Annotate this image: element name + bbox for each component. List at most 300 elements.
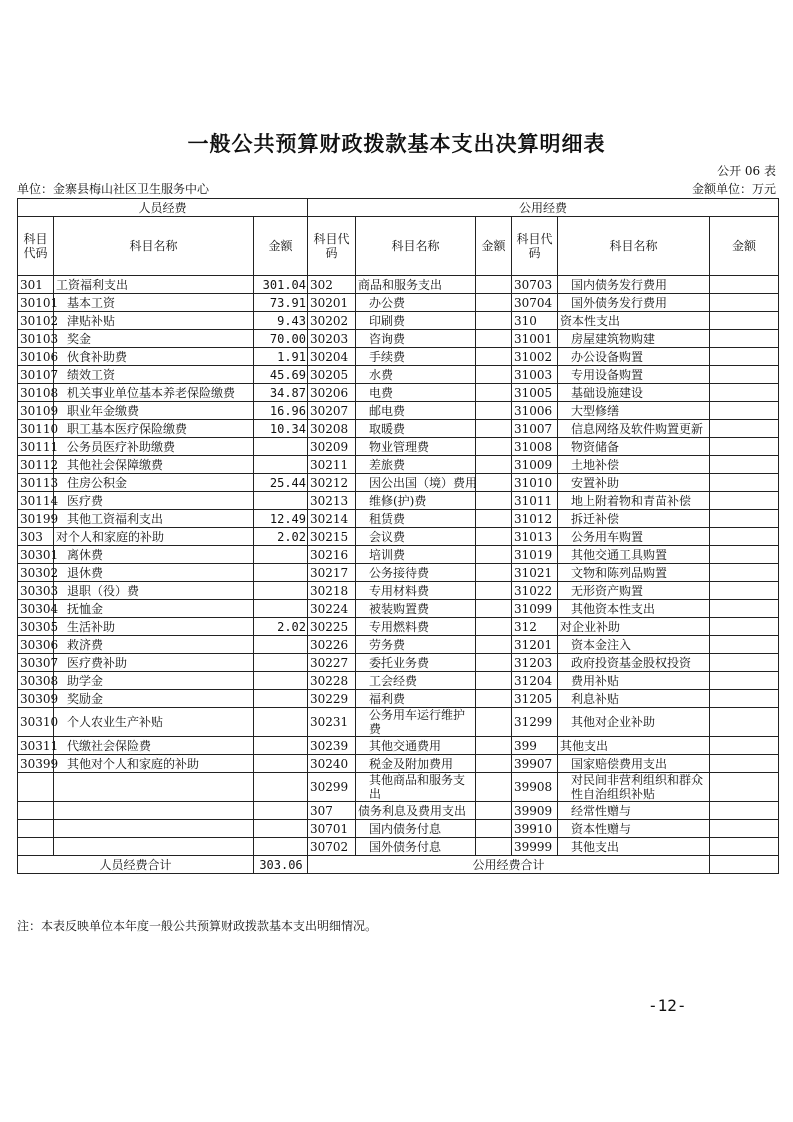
cell-code: 30213	[308, 492, 356, 510]
cell-amount	[476, 737, 512, 755]
cell-code: 30703	[512, 276, 558, 294]
cell-name	[54, 802, 254, 820]
cell-name	[54, 820, 254, 838]
cell-code: 30215	[308, 528, 356, 546]
cell-name: 对个人和家庭的补助	[54, 528, 254, 546]
cell-amount: 1.91	[254, 348, 308, 366]
cell-name: 取暖费	[356, 420, 476, 438]
cell-name: 劳务费	[356, 636, 476, 654]
cell-code: 30702	[308, 838, 356, 856]
cell-amount	[476, 838, 512, 856]
cell-code: 31009	[512, 456, 558, 474]
cell-code: 31006	[512, 402, 558, 420]
section-header-row	[18, 199, 779, 217]
cell-amount	[476, 510, 512, 528]
cell-name: 职工基本医疗保险缴费	[54, 420, 254, 438]
table-row	[18, 654, 779, 672]
cell-name: 办公设备购置	[558, 348, 710, 366]
cell-name: 维修(护)费	[356, 492, 476, 510]
cell-code: 30207	[308, 402, 356, 420]
cell-amount	[476, 420, 512, 438]
cell-code	[18, 802, 54, 820]
cell-code: 31011	[512, 492, 558, 510]
cell-code: 30217	[308, 564, 356, 582]
cell-amount	[710, 510, 779, 528]
cell-code: 31008	[512, 438, 558, 456]
cell-amount	[476, 708, 512, 737]
cell-name: 医疗费补助	[54, 654, 254, 672]
cell-name: 退职（役）费	[54, 582, 254, 600]
cell-name: 印刷费	[356, 312, 476, 330]
cell-code: 31010	[512, 474, 558, 492]
table-row	[18, 546, 779, 564]
cell-amount: 9.43	[254, 312, 308, 330]
cell-code: 30108	[18, 384, 54, 402]
cell-code: 31201	[512, 636, 558, 654]
cell-code: 30308	[18, 672, 54, 690]
cell-amount	[710, 456, 779, 474]
cell-code: 30306	[18, 636, 54, 654]
cell-amount	[710, 474, 779, 492]
table-row	[18, 838, 779, 856]
cell-amount	[476, 294, 512, 312]
cell-name: 其他商品和服务支出	[356, 773, 476, 802]
cell-name: 租赁费	[356, 510, 476, 528]
cell-code: 30102	[18, 312, 54, 330]
cell-name: 个人农业生产补贴	[54, 708, 254, 737]
cell-name: 退休费	[54, 564, 254, 582]
cell-code: 30309	[18, 690, 54, 708]
cell-name: 对民间非营利组织和群众性自治组织补贴	[558, 773, 710, 802]
cell-name: 专用材料费	[356, 582, 476, 600]
cell-code: 30399	[18, 755, 54, 773]
cell-name	[54, 773, 254, 802]
cell-code	[18, 838, 54, 856]
cell-amount	[476, 456, 512, 474]
cell-amount	[710, 618, 779, 636]
cell-code: 30202	[308, 312, 356, 330]
table-row	[18, 618, 779, 636]
cell-amount	[710, 672, 779, 690]
cell-name: 会议费	[356, 528, 476, 546]
cell-amount	[710, 582, 779, 600]
cell-name: 公务用车运行维护费	[356, 708, 476, 737]
table-row	[18, 755, 779, 773]
cell-name: 公务用车购置	[558, 528, 710, 546]
cell-name: 经常性赠与	[558, 802, 710, 820]
cell-amount	[710, 528, 779, 546]
cell-name: 安置补助	[558, 474, 710, 492]
table-row	[18, 492, 779, 510]
cell-code: 30704	[512, 294, 558, 312]
cell-name: 公务接待费	[356, 564, 476, 582]
cell-name: 政府投资基金股权投资	[558, 654, 710, 672]
cell-name: 抚恤金	[54, 600, 254, 618]
cell-amount	[476, 474, 512, 492]
cell-amount	[254, 438, 308, 456]
cell-amount	[710, 366, 779, 384]
table-row	[18, 528, 779, 546]
cell-code: 39907	[512, 755, 558, 773]
table-row	[18, 402, 779, 420]
table-row	[18, 600, 779, 618]
cell-name: 手续费	[356, 348, 476, 366]
name-header: 科目名称	[558, 217, 710, 276]
cell-amount	[710, 294, 779, 312]
cell-amount	[254, 838, 308, 856]
table-row	[18, 348, 779, 366]
cell-name: 其他支出	[558, 737, 710, 755]
cell-amount	[254, 456, 308, 474]
cell-name: 税金及附加费用	[356, 755, 476, 773]
cell-code: 30206	[308, 384, 356, 402]
cell-name: 房屋建筑物购建	[558, 330, 710, 348]
cell-name: 其他交通工具购置	[558, 546, 710, 564]
table-row	[18, 294, 779, 312]
cell-code: 30114	[18, 492, 54, 510]
cell-amount	[710, 276, 779, 294]
cell-amount	[476, 802, 512, 820]
footnote: 注：本表反映单位本年度一般公共预算财政拨款基本支出明细情况。	[17, 919, 378, 933]
cell-code: 31002	[512, 348, 558, 366]
cell-code: 307	[308, 802, 356, 820]
table-row	[18, 312, 779, 330]
cell-amount: 301.04	[254, 276, 308, 294]
cell-code: 39999	[512, 838, 558, 856]
cell-amount	[710, 654, 779, 672]
cell-code	[18, 773, 54, 802]
cell-name: 专用燃料费	[356, 618, 476, 636]
cell-name: 津贴补贴	[54, 312, 254, 330]
table-row	[18, 737, 779, 755]
cell-amount	[254, 582, 308, 600]
page-number: -12-	[648, 996, 687, 1015]
cell-name: 咨询费	[356, 330, 476, 348]
amount-header: 金额	[254, 217, 308, 276]
cell-name: 生活补助	[54, 618, 254, 636]
code-header: 科目代码	[18, 217, 54, 276]
cell-amount	[476, 618, 512, 636]
table-row	[18, 474, 779, 492]
column-header-row	[18, 217, 779, 276]
cell-name: 资本性赠与	[558, 820, 710, 838]
amount-unit-label: 金额单位：万元	[691, 182, 776, 196]
cell-name: 物资储备	[558, 438, 710, 456]
cell-code: 30209	[308, 438, 356, 456]
cell-amount	[476, 564, 512, 582]
cell-amount	[710, 492, 779, 510]
cell-name: 国外债务发行费用	[558, 294, 710, 312]
cell-amount	[710, 773, 779, 802]
table-row	[18, 330, 779, 348]
cell-amount	[710, 838, 779, 856]
cell-amount	[710, 564, 779, 582]
cell-amount	[476, 330, 512, 348]
cell-amount	[476, 600, 512, 618]
cell-amount	[710, 600, 779, 618]
cell-amount	[476, 690, 512, 708]
cell-name: 物业管理费	[356, 438, 476, 456]
cell-amount	[254, 802, 308, 820]
cell-code: 30109	[18, 402, 54, 420]
cell-code: 30101	[18, 294, 54, 312]
cell-code	[18, 820, 54, 838]
cell-amount: 16.96	[254, 402, 308, 420]
public-total-label: 公用经费合计	[308, 856, 710, 874]
cell-code: 39908	[512, 773, 558, 802]
cell-amount	[710, 384, 779, 402]
cell-name: 救济费	[54, 636, 254, 654]
cell-amount	[254, 564, 308, 582]
cell-code: 30227	[308, 654, 356, 672]
cell-name: 国内债务发行费用	[558, 276, 710, 294]
cell-code: 303	[18, 528, 54, 546]
cell-name: 专用设备购置	[558, 366, 710, 384]
cell-name: 工资福利支出	[54, 276, 254, 294]
cell-amount: 45.69	[254, 366, 308, 384]
name-header: 科目名称	[54, 217, 254, 276]
cell-name: 机关事业单位基本养老保险缴费	[54, 384, 254, 402]
public-section-header: 公用经费	[308, 199, 779, 217]
cell-name: 绩效工资	[54, 366, 254, 384]
cell-amount	[710, 420, 779, 438]
cell-amount	[476, 528, 512, 546]
cell-code: 30106	[18, 348, 54, 366]
cell-amount	[476, 672, 512, 690]
table-row	[18, 773, 779, 802]
cell-name: 其他对个人和家庭的补助	[54, 755, 254, 773]
cell-code: 30199	[18, 510, 54, 528]
cell-code: 30212	[308, 474, 356, 492]
cell-code: 30214	[308, 510, 356, 528]
cell-name: 对企业补助	[558, 618, 710, 636]
cell-code: 31299	[512, 708, 558, 737]
cell-name: 水费	[356, 366, 476, 384]
cell-name: 差旅费	[356, 456, 476, 474]
cell-code: 30302	[18, 564, 54, 582]
amount-header: 金额	[710, 217, 779, 276]
cell-code: 30103	[18, 330, 54, 348]
cell-code: 312	[512, 618, 558, 636]
cell-amount	[254, 755, 308, 773]
cell-name: 工会经费	[356, 672, 476, 690]
cell-code: 30311	[18, 737, 54, 755]
cell-code: 31007	[512, 420, 558, 438]
cell-code: 30110	[18, 420, 54, 438]
cell-code: 30226	[308, 636, 356, 654]
cell-amount	[476, 384, 512, 402]
cell-amount	[710, 708, 779, 737]
table-row	[18, 708, 779, 737]
cell-amount: 10.34	[254, 420, 308, 438]
cell-code: 31022	[512, 582, 558, 600]
cell-name: 因公出国（境）费用	[356, 474, 476, 492]
cell-code: 30112	[18, 456, 54, 474]
cell-code: 30224	[308, 600, 356, 618]
cell-code: 302	[308, 276, 356, 294]
cell-amount	[476, 546, 512, 564]
cell-amount	[476, 755, 512, 773]
cell-amount	[710, 546, 779, 564]
cell-amount	[254, 672, 308, 690]
cell-amount	[476, 582, 512, 600]
cell-code: 310	[512, 312, 558, 330]
cell-name	[54, 838, 254, 856]
cell-name: 土地补偿	[558, 456, 710, 474]
table-row	[18, 802, 779, 820]
cell-amount	[476, 820, 512, 838]
cell-code: 30299	[308, 773, 356, 802]
table-row	[18, 820, 779, 838]
cell-name: 利息补贴	[558, 690, 710, 708]
table-row	[18, 438, 779, 456]
cell-amount	[476, 438, 512, 456]
cell-amount: 2.02	[254, 528, 308, 546]
cell-code: 31099	[512, 600, 558, 618]
cell-name: 离休费	[54, 546, 254, 564]
personnel-total-label: 人员经费合计	[18, 856, 254, 874]
cell-amount	[254, 600, 308, 618]
cell-name: 被装购置费	[356, 600, 476, 618]
cell-amount	[476, 312, 512, 330]
cell-amount: 25.44	[254, 474, 308, 492]
cell-code: 31203	[512, 654, 558, 672]
cell-amount	[254, 654, 308, 672]
cell-amount	[476, 492, 512, 510]
code-header: 科目代 码	[512, 217, 558, 276]
cell-code: 30111	[18, 438, 54, 456]
cell-name: 其他社会保障缴费	[54, 456, 254, 474]
cell-amount: 70.00	[254, 330, 308, 348]
cell-amount	[710, 737, 779, 755]
cell-code: 31003	[512, 366, 558, 384]
cell-code: 31205	[512, 690, 558, 708]
unit-label: 单位：金寨县梅山社区卫生服务中心	[17, 182, 210, 196]
cell-amount	[254, 737, 308, 755]
cell-name: 其他对企业补助	[558, 708, 710, 737]
cell-name: 职业年金缴费	[54, 402, 254, 420]
cell-name: 代缴社会保险费	[54, 737, 254, 755]
cell-name: 公务员医疗补助缴费	[54, 438, 254, 456]
cell-code: 30229	[308, 690, 356, 708]
cell-name: 国家赔偿费用支出	[558, 755, 710, 773]
cell-name: 奖励金	[54, 690, 254, 708]
cell-name: 资本性支出	[558, 312, 710, 330]
table-row	[18, 582, 779, 600]
cell-name: 其他资本性支出	[558, 600, 710, 618]
cell-code: 30240	[308, 755, 356, 773]
cell-amount	[476, 773, 512, 802]
cell-code: 30205	[308, 366, 356, 384]
cell-name: 邮电费	[356, 402, 476, 420]
table-row	[18, 420, 779, 438]
cell-code: 39909	[512, 802, 558, 820]
cell-name: 住房公积金	[54, 474, 254, 492]
cell-code: 30301	[18, 546, 54, 564]
cell-amount	[254, 820, 308, 838]
total-row	[18, 856, 779, 874]
table-row	[18, 690, 779, 708]
table-row	[18, 366, 779, 384]
cell-name: 基本工资	[54, 294, 254, 312]
page-title: 一般公共预算财政拨款基本支出决算明细表	[187, 132, 606, 156]
cell-amount: 2.02	[254, 618, 308, 636]
cell-code: 30225	[308, 618, 356, 636]
cell-amount	[476, 348, 512, 366]
cell-code: 30307	[18, 654, 54, 672]
cell-code: 30305	[18, 618, 54, 636]
cell-code: 30208	[308, 420, 356, 438]
cell-amount	[476, 636, 512, 654]
cell-amount	[710, 820, 779, 838]
cell-code: 31012	[512, 510, 558, 528]
cell-name: 培训费	[356, 546, 476, 564]
cell-code: 30216	[308, 546, 356, 564]
table-row	[18, 636, 779, 654]
table-row	[18, 384, 779, 402]
cell-name: 其他支出	[558, 838, 710, 856]
cell-amount	[710, 690, 779, 708]
cell-code: 31013	[512, 528, 558, 546]
cell-code: 30304	[18, 600, 54, 618]
cell-amount	[710, 348, 779, 366]
cell-code: 30107	[18, 366, 54, 384]
cell-amount: 73.91	[254, 294, 308, 312]
cell-amount	[476, 276, 512, 294]
cell-name: 委托业务费	[356, 654, 476, 672]
cell-amount	[710, 438, 779, 456]
cell-name: 福利费	[356, 690, 476, 708]
cell-amount	[254, 690, 308, 708]
cell-name: 伙食补助费	[54, 348, 254, 366]
cell-code: 30310	[18, 708, 54, 737]
personnel-section-header: 人员经费	[18, 199, 308, 217]
cell-amount	[254, 773, 308, 802]
table-row	[18, 564, 779, 582]
cell-name: 助学金	[54, 672, 254, 690]
cell-amount	[710, 402, 779, 420]
cell-amount	[476, 654, 512, 672]
cell-code: 30211	[308, 456, 356, 474]
cell-amount	[710, 330, 779, 348]
cell-name: 国内债务付息	[356, 820, 476, 838]
cell-code: 30203	[308, 330, 356, 348]
cell-amount	[254, 492, 308, 510]
cell-amount: 34.87	[254, 384, 308, 402]
cell-code: 30231	[308, 708, 356, 737]
cell-code: 30303	[18, 582, 54, 600]
cell-name: 资本金注入	[558, 636, 710, 654]
cell-amount	[710, 636, 779, 654]
cell-name: 大型修缮	[558, 402, 710, 420]
cell-name: 拆迁补偿	[558, 510, 710, 528]
cell-amount	[476, 366, 512, 384]
cell-code: 31001	[512, 330, 558, 348]
cell-name: 债务利息及费用支出	[356, 802, 476, 820]
table-row	[18, 456, 779, 474]
cell-code: 30201	[308, 294, 356, 312]
cell-amount	[254, 636, 308, 654]
cell-amount	[254, 546, 308, 564]
cell-name: 其他工资福利支出	[54, 510, 254, 528]
cell-code: 31019	[512, 546, 558, 564]
cell-name: 办公费	[356, 294, 476, 312]
name-header: 科目名称	[356, 217, 476, 276]
cell-amount	[710, 802, 779, 820]
cell-code: 30218	[308, 582, 356, 600]
cell-name: 文物和陈列品购置	[558, 564, 710, 582]
cell-code: 31005	[512, 384, 558, 402]
